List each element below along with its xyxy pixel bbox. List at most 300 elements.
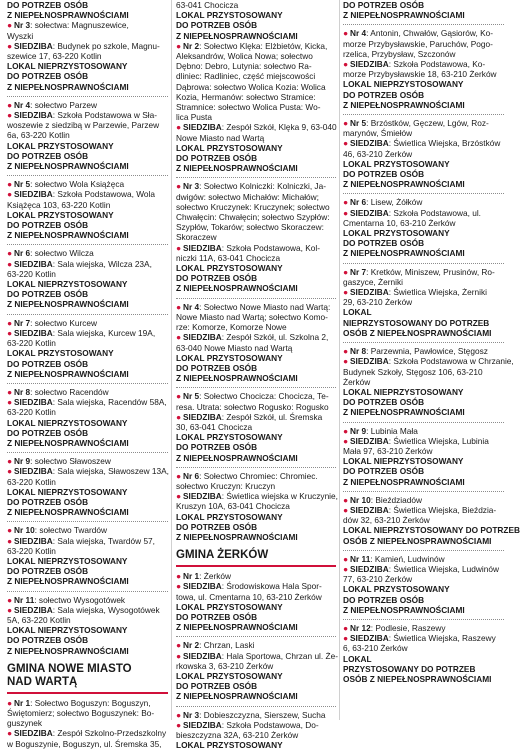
accessibility-status: LOKAL PRZYSTOSOWANY <box>176 432 283 443</box>
district-villages: : Brzóstków, Gęczew, Lgów, Roz- <box>366 118 489 129</box>
accessibility-status: Z NIEPEŁNOSPRAWNOŚCIAMI <box>7 368 129 379</box>
entry-text: guszynek <box>7 718 43 729</box>
gmina-section <box>7 663 168 694</box>
bullet-icon: ● <box>343 553 349 564</box>
seat-address: : Świetlica Wiejska, Raszewy <box>388 633 496 644</box>
district-villages: : Kretków, Miniszew, Prusinów, Ro- <box>366 266 495 277</box>
accessibility-status: Z NIEPEŁNOSPRAWNOŚCIAMI <box>176 622 298 633</box>
accessibility-status: Z NIEPEŁNOSPRAWNOŚCIAMI <box>176 283 298 294</box>
district-villages: : sołectwo Sławoszew <box>30 456 111 467</box>
seat-address: : Sala wiejska, Twardów 57, <box>52 535 155 546</box>
district-number: Nr 1 <box>14 697 31 708</box>
seat-label: SIEDZIBA <box>183 491 222 502</box>
entry-text: dów 32, 63-210 Żerków <box>343 515 430 526</box>
district-villages: : Sołectwo Kolniczki: Kolniczki, Ja- <box>199 181 326 192</box>
accessibility-status: LOKAL NIEPRZYSTOSOWANY <box>7 61 128 72</box>
accessibility-status: DO POTRZEB OSÓB <box>343 169 425 180</box>
gmina-section <box>176 549 336 567</box>
district-number: Nr 9 <box>350 425 367 436</box>
entry-text: resa. Utrata: sołectwo Rogusko: Rogusko <box>176 401 329 412</box>
district-number: Nr 4 <box>183 301 200 312</box>
entry-text: sołectwo Kruczyn: Kruczyn <box>176 480 276 491</box>
entry-text: 5A, 63-220 Kotlin <box>7 614 71 625</box>
seat-line <box>7 397 168 407</box>
accessibility-status: DO POTRZEB OSÓB <box>176 153 258 164</box>
district-entry <box>343 118 504 189</box>
district-entry <box>176 0 336 41</box>
seat-address: : Świetlica Wiejska, Ludwinów <box>388 563 499 574</box>
seat-address: : Świetlica Wiejska, Brzóstków <box>388 138 501 149</box>
bullet-icon: ● <box>7 248 13 259</box>
seat-line <box>176 491 336 501</box>
entry-text: Skoraczew <box>176 232 217 243</box>
district-entry <box>176 391 336 462</box>
seat-label: SIEDZIBA <box>350 435 389 446</box>
district-villages: : sołectwo Kurcew <box>30 317 98 328</box>
entry-text: Książęca 103, 63-220 Kotlin <box>7 199 111 210</box>
district-number-line <box>176 710 336 720</box>
seat-line <box>176 720 336 730</box>
seat-line <box>7 536 168 546</box>
entry-text: Dębno: Debro, Lutynia: sołectwo Ra- <box>176 61 312 72</box>
accessibility-status: DO POTRZEB OSÓB <box>7 289 89 300</box>
district-number: Nr 8 <box>14 386 31 397</box>
seat-label: SIEDZIBA <box>183 122 222 133</box>
accessibility-status: OSÓB Z NIEPEŁNOSPRAWNOŚCIAMI <box>343 535 492 546</box>
bullet-icon: ● <box>7 466 13 477</box>
district-entry <box>343 28 504 110</box>
dotted-separator <box>176 298 336 299</box>
accessibility-status: Z NIEPEŁNOSPRAWNOŚCIAMI <box>343 10 465 21</box>
accessibility-status: LOKAL PRZYSTOSOWANY <box>176 670 283 681</box>
dotted-separator <box>343 24 504 25</box>
district-number-line <box>343 346 504 356</box>
bullet-icon: ● <box>7 110 13 121</box>
entry-text: rzelica, Przybysław, Szczonów <box>343 48 456 59</box>
accessibility-status: Z NIEPEŁNOSPRAWNOŚCIAMI <box>176 30 298 41</box>
district-number-line <box>343 623 504 633</box>
entry-text: Cmentarna 10, 63-210 Żerków <box>343 217 456 228</box>
accessibility-status: DO POTRZEB OSÓB <box>7 220 89 231</box>
bullet-icon: ● <box>343 287 349 298</box>
accessibility-status: Z NIEPEŁNOSPRAWNOŚCIAMI <box>7 81 129 92</box>
accessibility-status: DO POTRZEB OSÓB <box>7 150 89 161</box>
entry-text: 77, 63-210 Żerków <box>343 574 413 585</box>
district-number-line <box>7 20 168 30</box>
entry-text: Świętomierz; sołectwo Boguszynek: Bo- <box>7 707 155 718</box>
accessibility-status: DO POTRZEB OSÓB <box>176 442 258 453</box>
accessibility-status: LOKAL PRZYSTOSOWANY <box>7 209 114 220</box>
bullet-icon: ● <box>176 332 182 343</box>
seat-label: SIEDZIBA <box>350 59 389 70</box>
dotted-separator <box>176 467 336 468</box>
accessibility-status: DO POTRZEB OSÓB <box>176 611 258 622</box>
district-villages: : Żerków <box>199 571 231 582</box>
accessibility-status: LOKAL NIEPRZYSTOSOWANY <box>7 555 128 566</box>
accessibility-status: DO POTRZEB OSÓB <box>176 362 258 373</box>
bullet-icon: ● <box>7 258 13 269</box>
dotted-separator <box>343 193 504 194</box>
bullet-icon: ● <box>343 356 349 367</box>
bullet-icon: ● <box>7 317 13 328</box>
seat-label: SIEDZIBA <box>14 258 53 269</box>
district-number-line <box>343 426 504 436</box>
accessibility-status: LOKAL PRZYSTOSOWANY <box>176 740 283 750</box>
seat-line <box>343 633 504 643</box>
entry-text: Nowe Miasto nad Wartą; sołectwo Komo- <box>176 311 328 322</box>
seat-line <box>176 581 336 591</box>
accessibility-status: DO POTRZEB OSÓB <box>343 466 425 477</box>
district-entry <box>7 248 168 309</box>
seat-label: SIEDZIBA <box>14 189 53 200</box>
accessibility-status: LOKAL <box>343 307 372 318</box>
accessibility-status: LOKAL PRZYSTOSOWANY <box>176 10 283 21</box>
accessibility-status: LOKAL PRZYSTOSOWANY <box>176 352 283 363</box>
bullet-icon: ● <box>343 435 349 446</box>
entry-text: lica Pusta <box>176 112 212 123</box>
bullet-icon: ● <box>7 697 13 708</box>
bullet-icon: ● <box>176 491 182 502</box>
seat-line <box>176 122 336 132</box>
accessibility-status: LOKAL PRZYSTOSOWANY <box>343 228 450 239</box>
entry-text: rkowska 3, 63-210 Żerków <box>176 660 274 671</box>
bullet-icon: ● <box>176 242 182 253</box>
seat-line <box>343 356 514 367</box>
accessibility-status: Z NIEPEŁNOSPRAWNOŚCIAMI <box>7 10 129 21</box>
seat-label: SIEDZIBA <box>183 242 222 253</box>
accessibility-status: DO POTRZEB OSÓB <box>7 427 89 438</box>
dotted-separator <box>7 244 168 245</box>
district-entry <box>7 179 168 240</box>
bullet-icon: ● <box>343 504 349 515</box>
district-number: Nr 12 <box>350 622 371 633</box>
seat-label: SIEDZIBA <box>183 719 222 730</box>
bullet-icon: ● <box>176 122 182 133</box>
bullet-icon: ● <box>7 386 13 397</box>
bullet-icon: ● <box>343 494 349 505</box>
entry-text: 6a, 63-220 Kotlin <box>7 130 70 141</box>
seat-address: : Zespół Szkół, ul. Śremska <box>221 411 323 422</box>
seat-label: SIEDZIBA <box>350 356 389 367</box>
bullet-icon: ● <box>7 604 13 615</box>
seat-address: : Szkoła Podstawowa, Do- <box>221 719 319 730</box>
entry-text: dwigów: sołectwo Michałów: Michałów; <box>176 191 319 202</box>
bullet-icon: ● <box>176 640 182 651</box>
entry-text: Żerków <box>343 376 371 387</box>
seat-address: : Sala wiejska, Wysogotówek <box>52 604 160 615</box>
bullet-icon: ● <box>343 28 349 39</box>
bullet-icon: ● <box>343 633 349 644</box>
district-number: Nr 6 <box>14 248 31 259</box>
entry-text: szewice 17, 63-220 Kotlin <box>7 51 102 62</box>
accessibility-status: Z NIEPEŁNOSPRAWNOŚCIAMI <box>343 179 465 190</box>
entry-text: 63-041 Chocicza <box>176 0 239 10</box>
gmina-heading: GMINA ŻERKÓW <box>176 549 269 562</box>
seat-line <box>7 259 168 269</box>
seat-address: : Świetlica Wiejska, Żerniki <box>388 287 487 298</box>
district-number-line <box>176 302 336 312</box>
seat-address: : Środowiskowa Hala Spor- <box>221 581 322 592</box>
district-number: Nr 11 <box>350 553 371 564</box>
district-entry <box>343 0 504 20</box>
district-villages: : Dobieszczyzna, Sierszew, Sucha <box>199 709 326 720</box>
district-villages: : sołectwo Wilcza <box>30 248 94 259</box>
district-villages: : Lubinia Mała <box>366 425 418 436</box>
dotted-separator <box>343 422 504 423</box>
entry-text: 63-220 Kotlin <box>7 268 56 279</box>
district-entry <box>343 623 504 684</box>
district-number-line <box>7 595 168 605</box>
seat-label: SIEDZIBA <box>14 604 53 615</box>
district-entry <box>176 640 336 701</box>
district-number: Nr 11 <box>14 594 35 605</box>
district-number: Nr 2 <box>183 640 200 651</box>
seat-address: : Sala wiejska, Racendów 58A, <box>52 397 167 408</box>
entry-text: Mała 97, 63-210 Żerków <box>343 445 433 456</box>
seat-label: SIEDZIBA <box>183 650 222 661</box>
accessibility-status: DO POTRZEB OSÓB <box>176 681 258 692</box>
seat-address: : Zespół Szkół, ul. Szkolna 2, <box>221 332 329 343</box>
entry-text: 63-220 Kotlin <box>7 545 56 556</box>
seat-line <box>343 505 504 515</box>
district-entry <box>7 698 168 749</box>
accessibility-status: OSÓB Z NIEPEŁNOSPRAWNOŚCIAMI <box>343 673 492 684</box>
district-number-line <box>176 471 336 481</box>
district-villages: : Sołectwo Chromiec: Chromiec. <box>199 470 318 481</box>
entry-text: dliniec: Radliniec, część miejscowości <box>176 71 316 82</box>
column-right <box>343 0 520 720</box>
column-divider <box>339 0 340 720</box>
bullet-icon: ● <box>176 650 182 661</box>
bullet-icon: ● <box>343 59 349 70</box>
gmina-heading: GMINA NOWE MIASTO <box>7 662 132 675</box>
district-entry <box>176 41 336 174</box>
dotted-separator <box>7 521 168 522</box>
entry-text: bieszczyzna 32A, 63-210 Żerków <box>176 730 299 740</box>
accessibility-status: LOKAL PRZYSTOSOWANY <box>176 601 283 612</box>
seat-address: : Zespół Szkolno-Przedszkolny <box>52 728 167 739</box>
dotted-separator <box>343 491 504 492</box>
seat-address: : Sala wiejska, Sławoszew 13A, <box>52 466 169 477</box>
district-number: Nr 3 <box>14 20 31 31</box>
district-entry <box>343 494 520 546</box>
district-number: Nr 10 <box>14 525 35 536</box>
seat-label: SIEDZIBA <box>350 287 389 298</box>
bullet-icon: ● <box>176 301 182 312</box>
accessibility-status: LOKAL PRZYSTOSOWANY <box>343 584 450 595</box>
accessibility-status: LOKAL NIEPRZYSTOSOWANY <box>7 625 128 636</box>
district-villages: : Chrzan, Laski <box>199 640 255 651</box>
district-entry <box>343 554 504 615</box>
seat-address: : Zespół Szkół, Klęka 9, 63-040 <box>221 122 337 133</box>
district-entry <box>7 456 168 517</box>
accessibility-status: Z NIEPEŁNOSPRAWNOŚCIAMI <box>176 373 298 384</box>
district-number-line <box>176 571 336 581</box>
district-number: Nr 5 <box>183 391 200 402</box>
entry-text: 63-220 Kotlin <box>7 407 56 418</box>
seat-line <box>343 138 504 148</box>
accessibility-status: DO POTRZEB OSÓB <box>176 273 258 284</box>
seat-address: : Szkoła Podstawowa, ul. <box>388 207 481 218</box>
column-divider <box>171 0 172 720</box>
dotted-separator <box>343 619 504 620</box>
bullet-icon: ● <box>7 189 13 200</box>
district-entry <box>343 426 504 487</box>
entry-text: towa, ul. Cmentarna 10, 63-210 Żerków <box>176 591 322 602</box>
accessibility-status: Z NIEPEŁNOSPRAWNOŚCIAMI <box>7 230 129 241</box>
entry-text: 63-220 Kotlin <box>7 338 56 349</box>
dotted-separator <box>343 114 504 115</box>
entry-text: niczki 11A, 63-041 Chocicza <box>176 252 281 263</box>
seat-address: : Sala wiejska, Kurcew 19A, <box>52 327 156 338</box>
district-number-line <box>7 525 168 535</box>
entry-text: rze: Komorze, Komorze Nowe <box>176 322 287 333</box>
column-left <box>7 0 169 749</box>
entry-text: Wyszki <box>7 30 34 41</box>
district-villages: : Sołectwo Boguszyn: Boguszyn, <box>30 697 151 708</box>
district-number-line <box>7 318 168 328</box>
accessibility-status: LOKAL NIEPRZYSTOSOWANY <box>7 279 128 290</box>
accessibility-status: LOKAL NIEPRZYSTOSOWANY DO POTRZEB <box>343 525 520 536</box>
district-villages: : Sołectwo Chocicza: Chocicza, Te- <box>199 391 329 402</box>
entry-text: Szypłów, Tokarów; sołectwo Skoraczew: <box>176 222 324 233</box>
district-villages: : sołectwo Wola Książęca <box>30 179 125 190</box>
dotted-separator <box>176 177 336 178</box>
district-villages: : Sołectwo Nowe Miasto nad Wartą: <box>199 301 331 312</box>
accessibility-status: DO POTRZEB OSÓB <box>7 496 89 507</box>
accessibility-status: LOKAL PRZYSTOSOWANY <box>7 140 114 151</box>
entry-text: morze Przybysławskie, Paruchów, Pogo- <box>343 38 493 49</box>
district-entry <box>7 318 168 379</box>
seat-address: : Świetlica wiejska w Kruczynie, <box>221 491 338 502</box>
district-number-line <box>7 698 168 708</box>
dotted-separator <box>7 96 168 97</box>
district-entry <box>7 387 168 448</box>
entry-text: 46, 63-210 Żerków <box>343 148 413 159</box>
accessibility-status: OSÓB Z NIEPEŁNOSPRAWNOŚCIAMI <box>343 327 492 338</box>
district-entry <box>176 571 336 632</box>
accessibility-status: Z NIEPEŁNOSPRAWNOŚCIAMI <box>176 691 298 702</box>
entry-text: morze Przybysławskie 18, 63-210 Żerków <box>343 69 497 80</box>
accessibility-status: DO POTRZEB OSÓB <box>343 238 425 249</box>
bullet-icon: ● <box>343 197 349 208</box>
district-villages: : Parzewnia, Pawłowice, Stęgosz <box>366 346 488 357</box>
district-villages: : Sołectwo Klęka: Elżbietów, Kicka, <box>199 40 328 51</box>
district-villages: : Bieździadów <box>370 494 422 505</box>
seat-address: : Świetlica Wiejska, Bieździa- <box>388 504 497 515</box>
accessibility-status: LOKAL <box>343 653 372 664</box>
dotted-separator <box>343 550 504 551</box>
dotted-separator <box>7 452 168 453</box>
entry-text: woszewie z siedzibą w Parzewie, Parzew <box>7 120 160 131</box>
accessibility-status: LOKAL NIEPRZYSTOSOWANY <box>7 417 128 428</box>
accessibility-status: LOKAL PRZYSTOSOWANY <box>176 142 283 153</box>
seat-label: SIEDZIBA <box>350 138 389 149</box>
accessibility-status: LOKAL NIEPRZYSTOSOWANY <box>343 456 464 467</box>
accessibility-status: DO POTRZEB OSÓB <box>7 358 89 369</box>
district-villages: : sołectwo Parzew <box>30 99 98 110</box>
accessibility-status: LOKAL NIEPRZYSTOSOWANY <box>343 79 464 90</box>
accessibility-status: Z NIEPEŁNOSPRAWNOŚCIAMI <box>343 407 465 418</box>
seat-line <box>176 412 336 422</box>
entry-text: w Boguszynie, Boguszyn, ul. Śremska 35, <box>7 738 162 749</box>
bullet-icon: ● <box>7 397 13 408</box>
district-entry <box>7 100 168 171</box>
entry-text: Chwałęcin: Chwałęcin; sołectwo Szypłów: <box>176 212 330 223</box>
bullet-icon: ● <box>176 470 182 481</box>
seat-address: : Świetlica Wiejska, Lubinia <box>388 435 489 446</box>
seat-label: SIEDZIBA <box>183 581 222 592</box>
district-number-line <box>343 118 504 128</box>
accessibility-status: DO POTRZEB OSÓB <box>343 0 425 10</box>
bullet-icon: ● <box>7 99 13 110</box>
district-number: Nr 5 <box>14 179 31 190</box>
district-number: Nr 2 <box>183 40 200 51</box>
district-entry <box>176 181 336 293</box>
accessibility-status: PRZYSTOSOWANY DO POTRZEB <box>343 663 476 674</box>
accessibility-status: Z NIEPEŁNOSPRAWNOŚCIAMI <box>7 437 129 448</box>
district-number-line <box>343 267 504 277</box>
district-entry <box>7 0 168 20</box>
seat-label: SIEDZIBA <box>350 563 389 574</box>
district-number-line <box>7 100 168 110</box>
bullet-icon: ● <box>176 181 182 192</box>
seat-label: SIEDZIBA <box>350 504 389 515</box>
district-number-line <box>7 456 168 466</box>
accessibility-status: Z NIEPEŁNOSPRAWNOŚCIAMI <box>176 531 298 542</box>
entry-text: Dąbrowa: sołectwo Wolica Kozia: Wolica <box>176 81 326 92</box>
district-entry <box>176 302 336 384</box>
dotted-separator <box>7 383 168 384</box>
bullet-icon: ● <box>343 266 349 277</box>
district-number-line <box>176 181 336 191</box>
accessibility-status: DO POTRZEB OSÓB <box>343 594 425 605</box>
entry-text: marynów, Śmiełów <box>343 128 413 139</box>
bullet-icon: ● <box>176 40 182 51</box>
dotted-separator <box>7 591 168 592</box>
bullet-icon: ● <box>7 535 13 546</box>
entry-text: 29, 63-210 Żerków <box>343 297 413 308</box>
accessibility-status: Z NIEPEŁNOSPRAWNOŚCIAMI <box>7 645 129 656</box>
accessibility-status: Z NIEPEŁNOSPRAWNOŚCIAMI <box>176 452 298 463</box>
district-number: Nr 6 <box>350 197 367 208</box>
bullet-icon: ● <box>7 456 13 467</box>
accessibility-status: DO POTRZEB OSÓB <box>7 0 89 10</box>
bullet-icon: ● <box>343 425 349 436</box>
accessibility-status: LOKAL NIEPRZYSTOSOWANY <box>343 386 464 397</box>
seat-address: : Sala wiejska, Wilcza 23A, <box>52 258 152 269</box>
seat-label: SIEDZIBA <box>14 327 53 338</box>
seat-line <box>7 605 168 615</box>
seat-address: : Szkoła Podstawowa, Kol- <box>221 242 320 253</box>
accessibility-status: NIEPRZYSTOSOWANY DO POTRZEB <box>343 317 490 328</box>
bullet-icon: ● <box>7 179 13 190</box>
entry-text: Budynek Szkoły, Stęgosz 106, 63-210 <box>343 366 483 377</box>
district-villages: : sołectwo Racendów <box>30 386 109 397</box>
district-number-line <box>343 197 504 207</box>
entry-text: 63-220 Kotlin <box>7 476 56 487</box>
district-number: Nr 1 <box>183 571 200 582</box>
district-entry <box>7 595 168 656</box>
seat-line <box>343 436 504 446</box>
seat-line <box>343 564 504 574</box>
seat-line <box>343 59 504 69</box>
heading-rule <box>7 692 168 694</box>
seat-address: : Szkoła Podstawowa, Wola <box>52 189 155 200</box>
entry-text: 63-040 Nowe Miasto nad Wartą <box>176 342 293 353</box>
district-number: Nr 9 <box>14 456 31 467</box>
bullet-icon: ● <box>7 40 13 51</box>
